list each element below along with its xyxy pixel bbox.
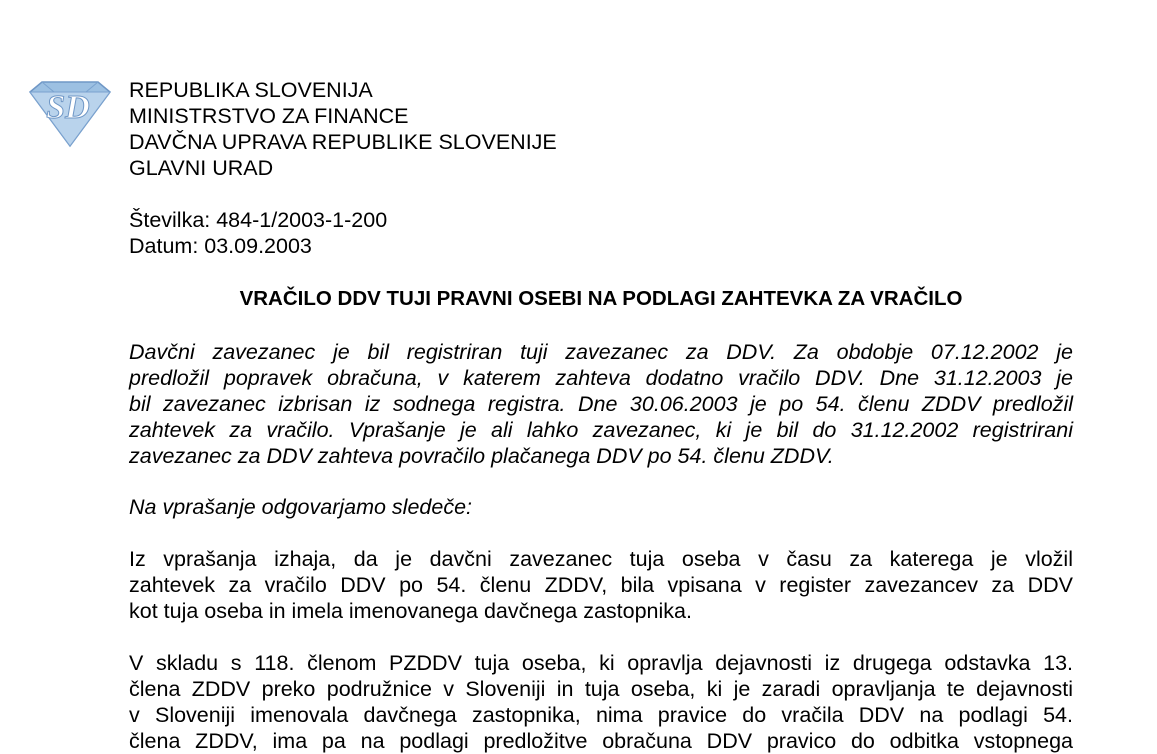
paragraph-line: člena ZDDV, ima pa na podlagi predložitve obračuna DDV pravico do odbitka vstopnega — [129, 729, 1073, 753]
question-line: predložil popravek obračuna, v katerem zahteva dodatno vračilo DDV. Dne 31.12.2003 je — [129, 366, 1073, 390]
answer-paragraph-2 — [129, 650, 1073, 754]
answer-paragraph-1 — [129, 546, 1073, 624]
question-line: zahtevek za vračilo. Vprašanje je ali lahko zavezanec, ki je bil do 31.12.2002 registrirani — [129, 418, 1073, 442]
header-line-ministry: MINISTRSTVO ZA FINANCE — [129, 104, 409, 128]
tax-administration-logo-icon — [26, 78, 114, 150]
answer-intro — [129, 494, 1073, 520]
paragraph-line: kot tuja oseba in imela imenovanega davčnega zastopnika. — [129, 599, 692, 623]
question-line: bil zavezanec izbrisan iz sodnega registra. Dne 30.06.2003 je po 54. členu ZDDV predložil — [129, 392, 1073, 416]
institution-header — [129, 77, 557, 181]
paragraph-line: V skladu s 118. členom PZDDV tuja oseba, ki opravlja dejavnosti iz drugega odstavka 13. — [129, 651, 1073, 675]
paragraph-line: zahtevek za vračilo DDV po 54. členu ZDDV, bila vpisana v register zavezancev za DDV — [129, 573, 1073, 597]
document-meta — [129, 207, 387, 259]
document-date: Datum: 03.09.2003 — [129, 234, 312, 258]
document-number: Številka: 484-1/2003-1-200 — [129, 208, 388, 232]
svg-text:SD: SD — [46, 89, 90, 126]
question-line: zavezanec za DDV zahteva povračilo plačanega DDV po 54. členu ZDDV. — [129, 444, 834, 468]
header-line-republic: REPUBLIKA SLOVENIJA — [129, 78, 373, 102]
paragraph-line: Iz vprašanja izhaja, da je davčni zavezanec tuja oseba v času za katerega je vložil — [129, 547, 1073, 571]
question-line: Davčni zavezanec je bil registriran tuji zavezanec za DDV. Za obdobje 07.12.2002 je — [129, 340, 1073, 364]
document-title: VRAČILO DDV TUJI PRAVNI OSEBI NA PODLAGI ZAHTEVKA ZA VRAČILO — [239, 287, 963, 310]
answer-intro-line: Na vprašanje odgovarjamo sledeče: — [129, 495, 473, 519]
paragraph-line: v Sloveniji imenovala davčnega zastopnika, nima pravice do vračila DDV na podlagi 54. — [129, 703, 1073, 727]
paragraph-line: člena ZDDV preko podružnice v Sloveniji in tuja oseba, ki je zaradi opravljanja te dejavnosti — [129, 677, 1073, 701]
question-paragraph — [129, 339, 1073, 469]
header-line-main-office: GLAVNI URAD — [129, 156, 274, 180]
header-line-tax-administration: DAVČNA UPRAVA REPUBLIKE SLOVENIJE — [129, 130, 557, 154]
